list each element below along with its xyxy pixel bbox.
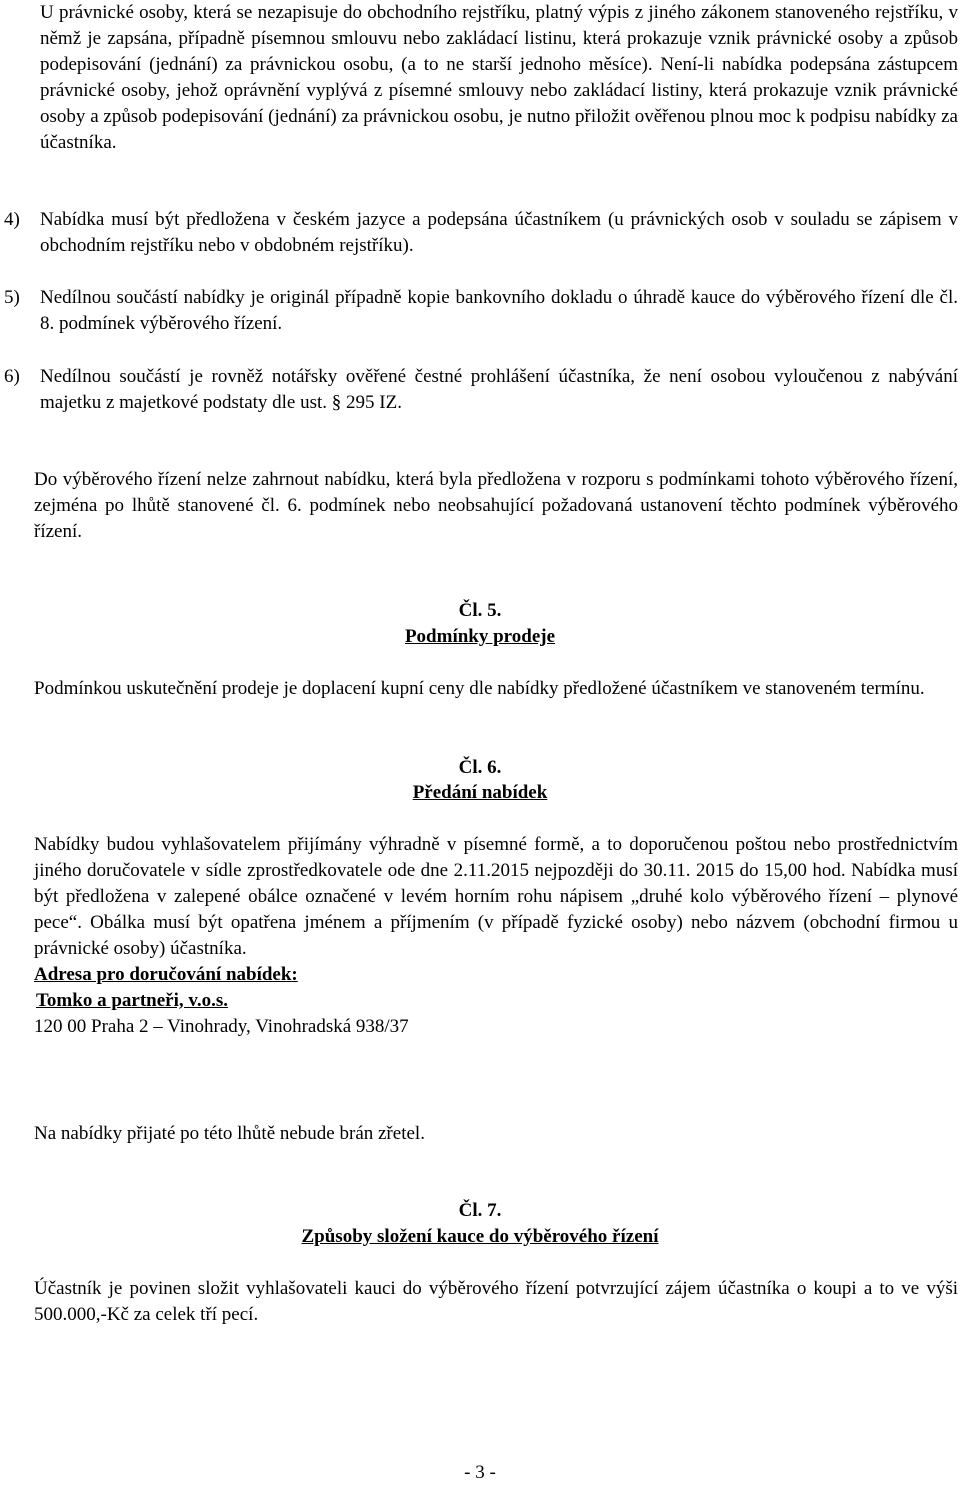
list-item-text: Nabídka musí být předložena v českém jazyce a podepsána účastníkem (u právnických osob v souladu se zápisem v obchodním rejstříku nebo v obdobném rejstříku). — [40, 209, 958, 256]
list-item-text: Nedílnou součástí nabídky je originál případně kopie bankovního dokladu o úhradě kauce do výběrového řízení dle čl. 8. podmínek výběrového řízení. — [40, 287, 958, 334]
article-6-title: Předání nabídek — [412, 782, 548, 803]
exclusion-paragraph: Do výběrového řízení nelze zahrnout nabídku, která byla předložena v rozporu s podmínkami tohoto výběrového řízení, zejména po lhůtě stanovené čl. 6. podmínek nebo neobsahující požadovaná ustanovení těchto podmínek výběrového řízení. — [34, 469, 958, 542]
article-6-number: Čl. 6. — [458, 757, 502, 778]
article-5-number: Čl. 5. — [458, 600, 502, 621]
list-item-number: 4) — [4, 209, 20, 230]
article-5-title: Podmínky prodeje — [404, 626, 556, 647]
article-7-text: Účastník je povinen složit vyhlašovateli kauci do výběrového řízení potvrzující zájem účastníka o koupi a to ve výši 500.000,-Kč za celek tří pecí. — [34, 1278, 958, 1325]
article-5-text: Podmínkou uskutečnění prodeje je doplacení kupní ceny dle nabídky předložené účastníkem ve stanoveném termínu. — [34, 678, 925, 699]
address-street: 120 00 Praha 2 – Vinohrady, Vinohradská 938/37 — [34, 1016, 409, 1037]
article-7-number: Čl. 7. — [458, 1200, 502, 1221]
address-company: Tomko a partneři, v.o.s. — [36, 990, 228, 1011]
list-item-5 — [4, 285, 958, 337]
address-heading: Adresa pro doručování nabídek: — [34, 964, 298, 985]
list-item-6 — [4, 364, 958, 416]
list-item-number: 5) — [4, 287, 20, 308]
list-item-number: 6) — [4, 366, 20, 387]
page-number: - 3 - — [464, 1462, 496, 1483]
article-6-text: Nabídky budou vyhlašovatelem přijímány výhradně v písemné formě, a to doporučenou poštou nebo prostřednictvím jiného doručovatele v sídle zprostředkovatele ode dne 2.11.2015 nejpozději do 30.11. 2015 do 15,00 hod. Nabídka musí být předložena v zalepené obálce označené v levém horním rohu nápisem „druhé kolo výběrového řízení – plynové pece“. Obálka musí být opatřena jménem a příjmením (v případě fyzické osoby) nebo názvem (obchodní firmou u právnické osoby) účastníka. — [34, 834, 958, 959]
list-item-text: Nedílnou součástí je rovněž notářsky ověřené čestné prohlášení účastníka, že není osobou vyloučenou z nabývání majetku z majetkové podstaty dle ust. § 295 IZ. — [40, 366, 958, 413]
intro-paragraph: U právnické osoby, která se nezapisuje do obchodního rejstříku, platný výpis z jiného zákonem stanoveného rejstříku, v němž je zapsána, případně písemnou smlouvu nebo zakládací listinu, která prokazuje vznik právnické osoby a způsob podepisování (jednání) za právnickou osobu, (a to ne starší jednoho měsíce). Není-li nabídka podepsána zástupcem právnické osoby, jehož oprávnění vyplývá z písemné smlouvy nebo zakládací listiny, která prokazuje vznik právnické osoby a způsob podepisování (jednání) za právnickou osobu, je nutno přiložit ověřenou plnou moc k podpisu nabídky za účastníka. — [40, 2, 958, 153]
list-item-4 — [4, 207, 958, 259]
late-submission-note: Na nabídky přijaté po této lhůtě nebude brán zřetel. — [34, 1123, 425, 1144]
article-7-title: Způsoby složení kauce do výběrového řízení — [301, 1226, 659, 1247]
